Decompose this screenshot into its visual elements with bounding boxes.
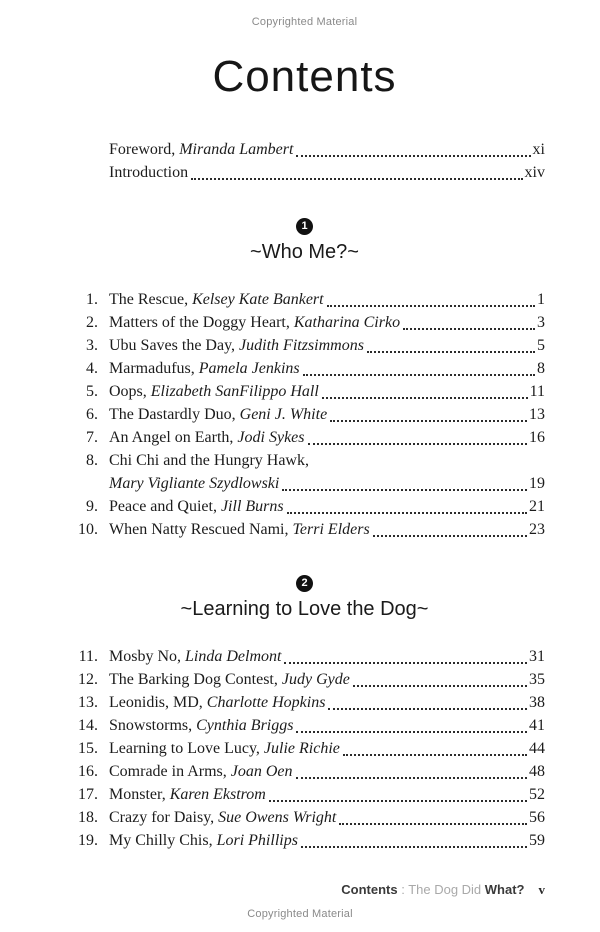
- dot-leader: [328, 691, 527, 710]
- entry-number: 8.: [86, 452, 98, 469]
- entry-title: Comrade in Arms,: [109, 763, 227, 780]
- entry-page: 38: [529, 694, 545, 711]
- frontmatter-entry: [109, 138, 545, 161]
- dot-leader: [373, 518, 527, 537]
- dot-leader: [284, 645, 527, 664]
- entry-page: 56: [529, 809, 545, 826]
- entry-title: Matters of the Doggy Heart,: [109, 314, 290, 331]
- entry-number: 14.: [78, 717, 98, 734]
- entry-title: Leonidis, MD,: [109, 694, 203, 711]
- entry-author: Terri Elders: [288, 521, 370, 538]
- entry-page: 35: [529, 671, 545, 688]
- toc-entry: [64, 645, 545, 668]
- footer-chapter-label: Contents: [341, 882, 398, 897]
- entry-author: Linda Delmont: [181, 648, 282, 665]
- copyright-notice-top: Copyrighted Material: [251, 16, 358, 28]
- entry-number: 3.: [86, 337, 98, 354]
- entry-second-line: [109, 472, 545, 495]
- entry-author: Sue Owens Wright: [214, 809, 337, 826]
- dot-leader: [327, 288, 535, 307]
- dot-leader: [322, 380, 528, 399]
- entry-author: Charlotte Hopkins: [202, 694, 326, 711]
- entry-title: Monster,: [109, 786, 166, 803]
- dot-leader: [191, 161, 522, 180]
- dot-leader: [403, 311, 535, 330]
- entry-title: Oops,: [109, 383, 147, 400]
- toc-entry: [64, 760, 545, 783]
- toc-entry: [64, 426, 545, 449]
- toc-entry: [64, 288, 545, 311]
- page-title: Contents: [212, 52, 397, 101]
- entry-number: 5.: [86, 383, 98, 400]
- entry-author: Elizabeth SanFilippo Hall: [146, 383, 319, 400]
- entry-author: Judith Fitzsimmons: [235, 337, 364, 354]
- section-entry-list: [64, 288, 545, 541]
- dot-leader: [353, 668, 527, 687]
- entry-number: 11.: [78, 648, 98, 665]
- dot-leader: [296, 714, 527, 733]
- entry-author: Julie Richie: [259, 740, 340, 757]
- entry-page: xi: [532, 141, 545, 158]
- entry-page: 5: [537, 337, 545, 354]
- entry-title: Ubu Saves the Day,: [109, 337, 236, 354]
- entry-page: 16: [529, 429, 545, 446]
- entry-title: My Chilly Chis,: [109, 832, 213, 849]
- entry-author: Jodi Sykes: [233, 429, 305, 446]
- entry-title: The Rescue,: [109, 291, 189, 308]
- entry-page-line2: 19: [529, 475, 545, 492]
- entry-author: Katharina Cirko: [289, 314, 401, 331]
- toc-entry: [64, 518, 545, 541]
- entry-author-line2: Mary Vigliante Szydlowski: [109, 475, 280, 492]
- toc-entry: [64, 380, 545, 403]
- sections-container: [64, 218, 545, 852]
- toc-entry: [64, 311, 545, 334]
- entry-page: 8: [537, 360, 545, 377]
- entry-page: 23: [529, 521, 545, 538]
- entry-author: Lori Phillips: [212, 832, 298, 849]
- entry-author: Miranda Lambert: [175, 141, 294, 158]
- toc-entry: [64, 829, 545, 852]
- entry-title: Foreword,: [109, 141, 176, 158]
- entry-title: Introduction: [109, 164, 189, 181]
- entry-title: Snowstorms,: [109, 717, 193, 734]
- footer-separator: :: [397, 882, 409, 897]
- toc-entry: [64, 714, 545, 737]
- entry-page: 21: [529, 498, 545, 515]
- toc-entry: [64, 668, 545, 691]
- toc-entry: [64, 334, 545, 357]
- entry-page: 11: [529, 383, 545, 400]
- dot-leader: [343, 737, 527, 756]
- entry-author: Jill Burns: [216, 498, 284, 515]
- toc-section: [64, 575, 545, 852]
- entry-number: 4.: [86, 360, 98, 377]
- section-heading: ~Who Me?~: [250, 241, 359, 263]
- entry-author: Joan Oen: [226, 763, 293, 780]
- entry-page: 44: [529, 740, 545, 757]
- entry-page: 48: [529, 763, 545, 780]
- entry-title: When Natty Rescued Nami,: [109, 521, 289, 538]
- toc-entry: [64, 357, 545, 380]
- dot-leader: [287, 495, 527, 514]
- copyright-notice-bottom: Copyrighted Material: [247, 908, 353, 920]
- section-heading: ~Learning to Love the Dog~: [180, 598, 429, 620]
- entry-number: 6.: [86, 406, 98, 423]
- toc-entry: [64, 806, 545, 829]
- toc-entry: [64, 403, 545, 426]
- toc-section: [64, 218, 545, 541]
- entry-number: 13.: [78, 694, 98, 711]
- entry-page: 59: [529, 832, 545, 849]
- entry-number: 19.: [78, 832, 98, 849]
- entry-number: 18.: [78, 809, 98, 826]
- entry-page: 13: [529, 406, 545, 423]
- section-entry-list: [64, 645, 545, 852]
- entry-author: Kelsey Kate Bankert: [188, 291, 324, 308]
- entry-author: Cynthia Briggs: [192, 717, 294, 734]
- entry-title: Marmadufus,: [109, 360, 195, 377]
- entry-number: 16.: [78, 763, 98, 780]
- entry-page: 52: [529, 786, 545, 803]
- entry-title: Chi Chi and the Hungry Hawk,: [109, 452, 309, 469]
- entry-page: xiv: [524, 164, 545, 181]
- dot-leader: [339, 806, 527, 825]
- dot-leader: [367, 334, 535, 353]
- dot-leader: [269, 783, 527, 802]
- footer-book-title-bold: What?: [484, 882, 525, 897]
- entry-title: Peace and Quiet,: [109, 498, 217, 515]
- entry-number: 12.: [78, 671, 98, 688]
- entry-author: Judy Gyde: [277, 671, 350, 688]
- toc-entry: [64, 691, 545, 714]
- frontmatter-list: [64, 138, 545, 184]
- footer-book-title-regular: The Dog Did: [408, 882, 485, 897]
- section-number-badge: 1: [296, 218, 313, 235]
- entry-title: The Barking Dog Contest,: [109, 671, 278, 688]
- entry-title: Learning to Love Lucy,: [109, 740, 260, 757]
- running-footer: [341, 882, 545, 898]
- entry-title: Mosby No,: [109, 648, 182, 665]
- dot-leader: [301, 829, 527, 848]
- dot-leader: [296, 760, 527, 779]
- entry-number: 15.: [78, 740, 98, 757]
- entry-author: Karen Ekstrom: [165, 786, 266, 803]
- entry-number: 9.: [86, 498, 98, 515]
- toc-entry: [64, 783, 545, 806]
- entry-number: 17.: [78, 786, 98, 803]
- dot-leader: [296, 138, 530, 157]
- dot-leader: [303, 357, 535, 376]
- dot-leader: [308, 426, 528, 445]
- dot-leader: [330, 403, 527, 422]
- frontmatter-entry: [109, 161, 545, 184]
- entry-page: 3: [537, 314, 545, 331]
- entry-page: 31: [529, 648, 545, 665]
- toc-entry: [64, 449, 545, 495]
- section-number-badge: 2: [296, 575, 313, 592]
- entry-number: 7.: [86, 429, 98, 446]
- entry-title: Crazy for Daisy,: [109, 809, 215, 826]
- toc-entry: [64, 737, 545, 760]
- footer-page-number: v: [538, 882, 545, 897]
- dot-leader: [282, 472, 527, 491]
- entry-number: 10.: [78, 521, 98, 538]
- entry-page: 41: [529, 717, 545, 734]
- entry-number: 1.: [86, 291, 98, 308]
- entry-page: 1: [537, 291, 545, 308]
- entry-author: Pamela Jenkins: [194, 360, 300, 377]
- entry-author: Geni J. White: [235, 406, 328, 423]
- toc-entry: [64, 495, 545, 518]
- entry-number: 2.: [86, 314, 98, 331]
- entry-title: The Dastardly Duo,: [109, 406, 236, 423]
- entry-title: An Angel on Earth,: [109, 429, 234, 446]
